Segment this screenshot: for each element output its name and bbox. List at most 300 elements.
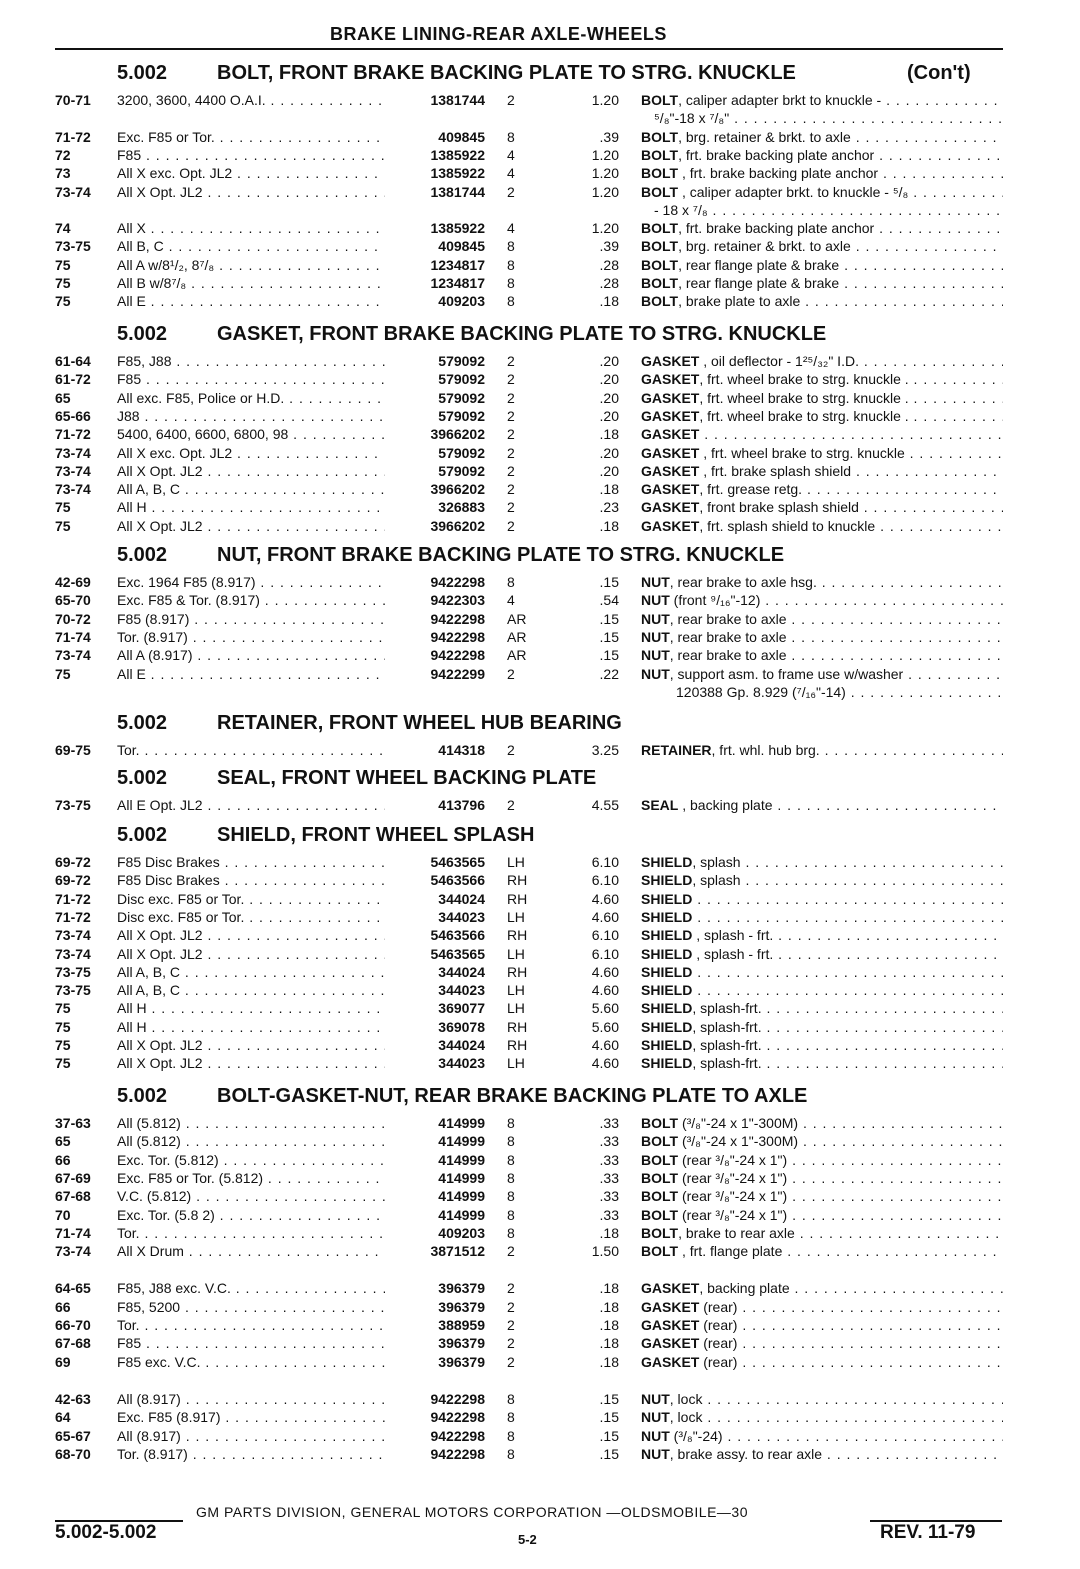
- price: .23: [599, 499, 619, 516]
- description: [641, 908, 1003, 926]
- description: [641, 926, 1003, 944]
- application: All X . . .: [117, 219, 385, 237]
- description-keyword: GASKET: [641, 426, 700, 443]
- description-text: , frt. wheel brake to strg. knuckle .: [699, 407, 909, 424]
- quantity: 8: [507, 275, 515, 291]
- description: [641, 498, 1003, 516]
- model-years: 70-71: [55, 92, 91, 108]
- parts-row: [55, 219, 1005, 237]
- model-years: 64-65: [55, 1280, 91, 1297]
- model-years: 69-72: [55, 854, 91, 870]
- description-keyword: NUT: [641, 647, 670, 664]
- application: V.C. (5.812) . . .: [117, 1187, 385, 1205]
- price: .33: [599, 1151, 619, 1168]
- model-years: 71-74: [55, 628, 91, 645]
- description-text: , frt. grease retg.: [699, 481, 803, 498]
- model-years: 67-68: [55, 1335, 91, 1352]
- description-keyword: SHIELD: [641, 982, 693, 999]
- section-number: 5.002: [117, 544, 168, 566]
- description-text: , frt. splash shield to knuckle: [699, 517, 876, 534]
- part-number: 414999: [438, 1169, 485, 1186]
- description-text: , brake assy. to rear axle: [669, 1445, 823, 1462]
- model-years: 75: [55, 1055, 71, 1072]
- description: [641, 517, 1003, 535]
- quantity: RH: [507, 963, 528, 980]
- parts-row: [55, 517, 1005, 535]
- description-text: (rear ³/₈"-24 x 1"): [678, 1151, 788, 1168]
- description-keyword: BOLT: [641, 1206, 679, 1223]
- price: 6.10: [591, 872, 619, 889]
- price: .20: [599, 389, 619, 406]
- description-text: (front ⁹/₁₆"-12): [669, 592, 761, 609]
- parts-row: [55, 963, 1005, 981]
- application: F85, J88 exc. V.C. . . .: [117, 1279, 385, 1297]
- section-heading: GASKET, FRONT BRAKE BACKING PLATE TO STRG. KNUCKLE: [217, 323, 827, 345]
- description: [641, 853, 1003, 871]
- parts-row: [55, 573, 1005, 591]
- quantity: 2: [507, 92, 515, 108]
- model-years: 61-64: [55, 353, 91, 369]
- header-rule: [55, 48, 1003, 50]
- application: Exc. F85 or Tor. (5.812) . . .: [117, 1169, 385, 1187]
- price: 1.20: [591, 165, 619, 182]
- description-keyword: GASKET: [641, 1317, 700, 1333]
- quantity: 8: [507, 1390, 515, 1407]
- price: .20: [599, 444, 619, 461]
- quantity: 2: [507, 407, 515, 424]
- parts-row: [55, 389, 1005, 407]
- description-keyword: GASKET: [641, 517, 700, 534]
- parts-row: [55, 796, 1005, 814]
- model-years: 65-67: [55, 1427, 91, 1444]
- application: All A, B, C . . .: [117, 981, 385, 999]
- description-text: , frt. wheel brake to strg. knuckle .: [699, 371, 909, 388]
- description-keyword: NUT: [641, 628, 670, 645]
- application: All A w/8¹/₂, 8⁷/₈ . . .: [117, 256, 385, 274]
- part-number: 3871512: [430, 1243, 485, 1260]
- parts-row: [55, 292, 1005, 310]
- parts-row: [55, 370, 1005, 388]
- price: .18: [599, 1317, 619, 1333]
- part-number: 579092: [438, 371, 485, 388]
- description-text: , frt. wheel brake to strg. knuckle .: [699, 389, 909, 406]
- parts-row: [55, 146, 1005, 164]
- part-number: 579092: [438, 407, 485, 424]
- parts-row: [55, 1169, 1005, 1187]
- description-text: , rear brake to axle: [669, 610, 787, 627]
- quantity: 2: [507, 1335, 515, 1352]
- price: .18: [599, 1335, 619, 1352]
- application: Tor. . . .: [117, 1316, 385, 1334]
- description-keyword: BOLT: [641, 1188, 679, 1205]
- description: [641, 1054, 1003, 1072]
- price: .54: [599, 592, 619, 609]
- section-title: [117, 767, 596, 793]
- quantity: 4: [507, 165, 515, 182]
- parts-row: [55, 164, 1005, 182]
- price: 4.60: [591, 1055, 619, 1072]
- quantity: 8: [507, 574, 515, 590]
- quantity: 2: [507, 1280, 515, 1297]
- description-keyword: BOLT: [641, 256, 679, 273]
- application: F85 Disc Brakes . . .: [117, 853, 385, 871]
- parts-row: [55, 665, 1005, 683]
- part-number: 9422298: [430, 1390, 485, 1407]
- price: .33: [599, 1188, 619, 1205]
- parts-row: [55, 646, 1005, 664]
- description: [641, 1018, 1003, 1036]
- parts-row: [55, 628, 1005, 646]
- description: [641, 146, 1003, 164]
- description-text: , rear flange plate & brake: [678, 256, 840, 273]
- description-text: , rear brake to axle: [669, 647, 787, 664]
- part-number: 3966202: [430, 426, 485, 443]
- description: [641, 1224, 1003, 1242]
- description: [641, 407, 1003, 425]
- price: 6.10: [591, 927, 619, 944]
- description-text: (³/₈"-24): [669, 1427, 723, 1444]
- description-text: (³/₈"-24 x 1"-300M): [678, 1133, 799, 1150]
- part-number: 1234817: [430, 275, 485, 291]
- description-keyword: SHIELD: [641, 945, 693, 962]
- quantity: 2: [507, 1317, 515, 1333]
- application: All (5.812) . . .: [117, 1114, 385, 1132]
- model-years: 73-75: [55, 963, 91, 980]
- application: J88 . . .: [117, 407, 385, 425]
- model-years: 74: [55, 220, 71, 237]
- parts-row: [55, 890, 1005, 908]
- description-text: (rear): [699, 1298, 738, 1315]
- model-years: 71-72: [55, 128, 91, 145]
- model-years: 73: [55, 165, 71, 182]
- model-years: 42-69: [55, 574, 91, 590]
- price: .28: [599, 256, 619, 273]
- model-years: 73-74: [55, 462, 91, 479]
- parts-row: [55, 908, 1005, 926]
- description-keyword: SHIELD: [641, 963, 693, 980]
- application: All X Opt. JL2 . . .: [117, 1036, 385, 1054]
- section-number: 5.002: [117, 62, 168, 84]
- price: .28: [599, 275, 619, 291]
- description-keyword: GASKET: [641, 1335, 700, 1352]
- parts-row: [55, 1132, 1005, 1150]
- parts-row: [55, 853, 1005, 871]
- quantity: AR: [507, 647, 527, 664]
- price: .18: [599, 1280, 619, 1297]
- quantity: 2: [507, 481, 515, 498]
- description: [641, 1114, 1003, 1132]
- description: [641, 389, 1003, 407]
- parts-row: [55, 498, 1005, 516]
- part-number: 9422298: [430, 647, 485, 664]
- model-years: 64: [55, 1409, 71, 1426]
- description-text: , splash: [692, 854, 741, 870]
- description: [641, 591, 1003, 609]
- description-text: , splash - frt.: [692, 927, 774, 944]
- part-number: 579092: [438, 353, 485, 369]
- description-continuation: 120388 Gp. 8.929 (⁷/₁₆"-14) . . .: [676, 683, 1005, 701]
- application: F85, 5200 . . .: [117, 1298, 385, 1316]
- part-number: 1381744: [430, 183, 485, 200]
- application: Tor. . . .: [117, 1224, 385, 1242]
- description-text: (rear): [699, 1353, 738, 1370]
- model-years: 69-75: [55, 742, 91, 758]
- price: 1.20: [591, 146, 619, 163]
- description: [641, 480, 1003, 498]
- application: All A, B, C . . .: [117, 480, 385, 498]
- description-text: (³/₈"-24 x 1"-300M): [678, 1115, 799, 1131]
- model-years: 72: [55, 146, 71, 163]
- description-text: , splash: [692, 872, 741, 889]
- description: [641, 1334, 1003, 1352]
- description-keyword: SHIELD: [641, 1018, 693, 1035]
- description-text: , caliper adapter brkt. to knuckle - ⁵/₈: [678, 183, 909, 200]
- application: All X exc. Opt. JL2 . . .: [117, 444, 385, 462]
- description: [641, 1132, 1003, 1150]
- application: All A (8.917) . . .: [117, 646, 385, 664]
- description-text: , frt. flange plate: [678, 1243, 783, 1260]
- model-years: 67-69: [55, 1169, 91, 1186]
- description-keyword: SHIELD: [641, 854, 693, 870]
- description-keyword: BOLT: [641, 146, 679, 163]
- description-keyword: SHIELD: [641, 872, 693, 889]
- description-keyword: BOLT: [641, 1151, 679, 1168]
- model-years: 69: [55, 1353, 71, 1370]
- description: [641, 91, 1003, 109]
- model-years: 75: [55, 293, 71, 310]
- footer-section-range: 5.002-5.002: [55, 1522, 157, 1543]
- description: [641, 219, 1003, 237]
- description-keyword: SHIELD: [641, 1055, 693, 1072]
- part-number: 414999: [438, 1115, 485, 1131]
- description: [641, 646, 1003, 664]
- application: All (8.917) . . .: [117, 1390, 385, 1408]
- parts-row: [55, 1114, 1005, 1132]
- price: .18: [599, 1224, 619, 1241]
- application: All exc. F85, Police or H.D. . . .: [117, 389, 385, 407]
- parts-row: [55, 1279, 1005, 1297]
- part-number: 9422298: [430, 1409, 485, 1426]
- description-keyword: GASKET: [641, 1298, 700, 1315]
- quantity: 8: [507, 1169, 515, 1186]
- part-number: 1385922: [430, 146, 485, 163]
- quantity: 2: [507, 389, 515, 406]
- parts-row: [55, 256, 1005, 274]
- part-number: 413796: [438, 797, 485, 813]
- section-number: 5.002: [117, 1085, 168, 1107]
- application: F85, J88 . . .: [117, 352, 385, 370]
- price: .18: [599, 517, 619, 534]
- parts-row: [55, 1054, 1005, 1072]
- application: Exc. Tor. (5.812) . . .: [117, 1151, 385, 1169]
- description-text: , splash-frt.: [692, 1018, 762, 1035]
- quantity: 2: [507, 353, 515, 369]
- application: All X Opt. JL2 . . .: [117, 945, 385, 963]
- description-keyword: GASKET: [641, 371, 700, 388]
- quantity: 2: [507, 426, 515, 443]
- quantity: 4: [507, 146, 515, 163]
- part-number: 5463565: [430, 854, 485, 870]
- price: .20: [599, 462, 619, 479]
- model-years: 75: [55, 275, 71, 291]
- model-years: 73-74: [55, 444, 91, 461]
- price: 3.25: [591, 742, 619, 758]
- description: [641, 370, 1003, 388]
- description: [641, 292, 1003, 310]
- description-keyword: GASKET: [641, 353, 700, 369]
- quantity: LH: [507, 854, 525, 870]
- model-years: 75: [55, 1000, 71, 1017]
- model-years: 73-74: [55, 927, 91, 944]
- description: [641, 462, 1003, 480]
- quantity: 8: [507, 1115, 515, 1131]
- price: .15: [599, 628, 619, 645]
- quantity: RH: [507, 1018, 528, 1035]
- description-text: , lock: [669, 1409, 703, 1426]
- description-keyword: BOLT: [641, 1115, 679, 1131]
- price: .22: [599, 665, 619, 682]
- quantity: 2: [507, 183, 515, 200]
- parts-row: [55, 1242, 1005, 1260]
- description-keyword: NUT: [641, 1409, 670, 1426]
- description-keyword: SHIELD: [641, 927, 693, 944]
- price: .15: [599, 647, 619, 664]
- description-keyword: BOLT: [641, 1133, 679, 1150]
- model-years: 75: [55, 517, 71, 534]
- section-title: [117, 824, 534, 850]
- quantity: 8: [507, 128, 515, 145]
- description: [641, 981, 1003, 999]
- model-years: 66: [55, 1151, 71, 1168]
- model-years: 73-74: [55, 1243, 91, 1260]
- quantity: 2: [507, 1353, 515, 1370]
- description-keyword: GASKET: [641, 1353, 700, 1370]
- description-text: , splash-frt.: [692, 1000, 762, 1017]
- part-number: 344024: [438, 963, 485, 980]
- price: .15: [599, 610, 619, 627]
- quantity: 8: [507, 1206, 515, 1223]
- price: .33: [599, 1133, 619, 1150]
- part-number: 396379: [438, 1353, 485, 1370]
- model-years: 65: [55, 389, 71, 406]
- part-number: 9422303: [430, 592, 485, 609]
- description-text: , support asm. to frame use w/washer: [669, 665, 904, 682]
- application: F85 . . .: [117, 1334, 385, 1352]
- description: [641, 1353, 1003, 1371]
- footer-revision: REV. 11-79: [880, 1522, 976, 1543]
- parts-row: [55, 425, 1005, 443]
- part-number: 344023: [438, 908, 485, 925]
- parts-row: [55, 610, 1005, 628]
- part-number: 414999: [438, 1188, 485, 1205]
- quantity: 2: [507, 444, 515, 461]
- description: [641, 665, 1003, 683]
- parts-row: [55, 926, 1005, 944]
- application: F85 exc. V.C. . . .: [117, 1353, 385, 1371]
- description: [641, 796, 1003, 814]
- application: F85 Disc Brakes . . .: [117, 871, 385, 889]
- quantity: LH: [507, 982, 525, 999]
- price: 1.20: [591, 92, 619, 108]
- price: .33: [599, 1206, 619, 1223]
- description-keyword: BOLT: [641, 92, 679, 108]
- description-keyword: RETAINER: [641, 742, 712, 758]
- model-years: 65: [55, 1133, 71, 1150]
- description-text: (rear ³/₈"-24 x 1"): [678, 1206, 788, 1223]
- price: .18: [599, 481, 619, 498]
- footer-corporation: GM PARTS DIVISION, GENERAL MOTORS CORPORATION —OLDSMOBILE—30: [196, 1504, 748, 1520]
- description: [641, 628, 1003, 646]
- description-keyword: SHIELD: [641, 890, 693, 907]
- description-keyword: BOLT: [641, 238, 679, 255]
- price: 4.60: [591, 982, 619, 999]
- description-continuation: ⁵/₈"-18 x ⁷/₈" . . .: [654, 109, 1005, 127]
- parts-row: [55, 352, 1005, 370]
- description: [641, 1036, 1003, 1054]
- description-keyword: GASKET: [641, 499, 700, 516]
- part-number: 5463566: [430, 872, 485, 889]
- price: .18: [599, 293, 619, 310]
- price: .15: [599, 1427, 619, 1444]
- quantity: 8: [507, 1188, 515, 1205]
- description-text: , brake plate to axle: [678, 293, 801, 310]
- application: All X Opt. JL2 . . .: [117, 183, 385, 201]
- quantity: 8: [507, 1409, 515, 1426]
- price: .18: [599, 1353, 619, 1370]
- description-keyword: SEAL: [641, 797, 679, 813]
- application: All E Opt. JL2 . . .: [117, 796, 385, 814]
- part-number: 396379: [438, 1335, 485, 1352]
- description: [641, 1206, 1003, 1224]
- description-keyword: GASKET: [641, 462, 700, 479]
- description-text: , rear flange plate & brake: [678, 275, 840, 291]
- description-text: , rear brake to axle: [669, 628, 787, 645]
- section-heading: RETAINER, FRONT WHEEL HUB BEARING: [217, 712, 622, 734]
- price: .39: [599, 128, 619, 145]
- description-keyword: NUT: [641, 665, 670, 682]
- description-keyword: GASKET: [641, 389, 700, 406]
- parts-row: [55, 871, 1005, 889]
- application: All E . . .: [117, 292, 385, 310]
- model-years: 70-72: [55, 610, 91, 627]
- application: Exc. F85 or Tor. . . .: [117, 128, 385, 146]
- description-keyword: BOLT: [641, 183, 679, 200]
- part-number: 9422298: [430, 1427, 485, 1444]
- description: [641, 610, 1003, 628]
- quantity: AR: [507, 628, 527, 645]
- parts-row: [55, 183, 1005, 201]
- quantity: 2: [507, 665, 515, 682]
- quantity: 8: [507, 1445, 515, 1462]
- model-years: 73-74: [55, 945, 91, 962]
- description: [641, 1279, 1003, 1297]
- description: [641, 444, 1003, 462]
- price: .33: [599, 1115, 619, 1131]
- price: 1.20: [591, 183, 619, 200]
- description-text: , brg. retainer & brkt. to axle: [678, 238, 851, 255]
- model-years: 73-74: [55, 183, 91, 200]
- price: 4.55: [591, 797, 619, 813]
- application: Tor. (8.917) . . .: [117, 1445, 385, 1463]
- part-number: 409845: [438, 128, 485, 145]
- description-text: , rear brake to axle hsg.: [669, 574, 817, 590]
- part-number: 414999: [438, 1206, 485, 1223]
- quantity: RH: [507, 1037, 528, 1053]
- description-keyword: SHIELD: [641, 1037, 693, 1053]
- part-number: 369077: [438, 1000, 485, 1017]
- description-text: (rear): [699, 1317, 738, 1333]
- price: .15: [599, 1445, 619, 1462]
